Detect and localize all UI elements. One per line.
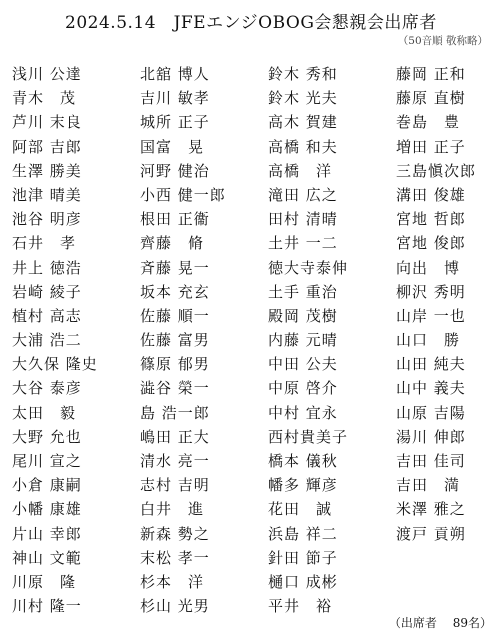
attendee-name: 城所 正子 (140, 113, 210, 132)
attendee-name: 石井 孝 (12, 234, 77, 253)
attendee-list (12, 62, 496, 618)
attendee-name: 神山 文範 (12, 548, 82, 567)
attendee-name: 池津 晴美 (12, 185, 82, 204)
attendee-name: 平井 裕 (268, 597, 333, 616)
attendee-name: 大浦 浩二 (12, 331, 82, 350)
attendee-name: 滝田 広之 (268, 185, 338, 204)
attendee-name: 佐藤 順一 (140, 306, 210, 325)
attendee-name: 齊藤 脩 (140, 234, 205, 253)
attendee-name: 内藤 元晴 (268, 331, 338, 350)
attendee-name: 中原 啓介 (268, 379, 338, 398)
attendee-name: 小幡 康雄 (12, 500, 82, 519)
attendee-name: 大野 允也 (12, 427, 82, 446)
attendee-name: 田村 清晴 (268, 210, 338, 229)
attendee-name: 幡多 輝彦 (268, 476, 338, 495)
attendee-name: 根田 正衞 (140, 210, 210, 229)
attendee-name: 三島愼次郎 (396, 161, 477, 180)
attendee-name: 土井 一二 (268, 234, 338, 253)
attendee-name: 島 浩一郎 (140, 403, 210, 422)
attendee-name: 藤原 直樹 (396, 89, 466, 108)
attendee-name: 尾川 宣之 (12, 452, 82, 470)
attendee-name: 徳大寺泰伸 (268, 258, 349, 277)
attendee-name: 白井 進 (140, 500, 205, 519)
attendance-count: （出席者 89名） (388, 616, 492, 630)
attendee-name: 太田 毅 (12, 403, 77, 422)
attendee-name: 末松 孝一 (140, 548, 210, 567)
attendee-name: 嶋田 正大 (140, 427, 210, 446)
attendee-name: 高橋 洋 (268, 161, 333, 180)
attendee-name: 清水 亮一 (140, 452, 210, 470)
attendee-name: 西村貴美子 (268, 427, 349, 446)
attendee-name: 中村 宜永 (268, 403, 338, 422)
attendee-name: 志村 吉明 (140, 476, 210, 495)
attendee-name: 川村 隆一 (12, 597, 82, 616)
attendee-name: 井上 徳浩 (12, 258, 82, 277)
attendee-name: 湯川 伸郎 (396, 427, 466, 446)
attendee-name: 山田 純夫 (396, 355, 466, 374)
attendee-name: 藤岡 正和 (396, 65, 466, 83)
attendee-name: 国富 晃 (140, 137, 205, 156)
attendee-name: 川原 隆 (12, 572, 77, 591)
attendee-name: 浜島 祥二 (268, 524, 338, 543)
attendee-name: 吉田 佳司 (396, 452, 466, 470)
attendee-name: 山原 吉陽 (396, 403, 466, 422)
attendee-name: 澁谷 榮一 (140, 379, 210, 398)
attendee-name: 片山 幸郎 (12, 524, 82, 543)
attendee-name: 斉藤 晃一 (140, 258, 210, 277)
attendee-name: 柳沢 秀明 (396, 282, 466, 301)
attendee-name: 北舘 博人 (140, 65, 210, 83)
attendee-name: 池谷 明彦 (12, 210, 82, 229)
attendee-name: 増田 正子 (396, 137, 466, 156)
page-title: 2024.5.14 JFEエンジOBOG会懇親会出席者 (65, 13, 437, 33)
attendee-name: 杉山 光男 (140, 597, 210, 616)
attendee-name: 殿岡 茂樹 (268, 306, 338, 325)
attendee-name: 向出 博 (396, 258, 461, 277)
attendee-name: 針田 節子 (268, 548, 338, 567)
attendee-name: 宮地 俊郎 (396, 234, 466, 253)
attendee-name: 中田 公夫 (268, 355, 338, 374)
attendee-name: 篠原 郁男 (140, 355, 210, 374)
attendee-name: 土手 重治 (268, 282, 338, 301)
attendee-name: 佐藤 富男 (140, 331, 210, 350)
attendee-name: 吉田 満 (396, 476, 461, 495)
attendee-name: 浅川 公達 (12, 65, 82, 83)
attendee-name: 生澤 勝美 (12, 161, 82, 180)
attendee-name: 坂本 充玄 (140, 282, 210, 301)
attendee-name: 高橋 和夫 (268, 137, 338, 156)
attendee-name: 宮地 哲郎 (396, 210, 466, 229)
attendee-name: 植村 高志 (12, 306, 82, 325)
attendee-name: 花田 誠 (268, 500, 333, 519)
attendee-name: 米澤 雅之 (396, 500, 466, 519)
attendee-name: 山岸 一也 (396, 306, 466, 325)
attendee-name: 河野 健治 (140, 161, 210, 180)
attendee-name: 鈴木 光夫 (268, 89, 338, 108)
attendee-name: 樋口 成彬 (268, 572, 338, 591)
attendee-name: 大谷 泰彦 (12, 379, 82, 398)
attendee-name: 山口 勝 (396, 331, 461, 350)
attendee-name: 芦川 末良 (12, 113, 82, 132)
attendee-name: 大久保 隆史 (12, 355, 98, 374)
attendee-name: 溝田 俊雄 (396, 185, 466, 204)
attendee-name: 岩崎 綾子 (12, 282, 82, 301)
attendee-name: 阿部 吉郎 (12, 137, 82, 156)
attendee-name: 巻島 豊 (396, 113, 461, 132)
attendee-name: 小倉 康嗣 (12, 476, 82, 495)
attendee-name: 小西 健一郎 (140, 185, 226, 204)
attendee-name: 青木 茂 (12, 89, 77, 108)
attendee-name: 新森 勢之 (140, 524, 210, 543)
attendee-name: 鈴木 秀和 (268, 65, 338, 83)
attendee-name: 吉川 敏孝 (140, 89, 210, 108)
attendee-name: 橋本 儀秋 (268, 452, 338, 470)
attendee-name: 山中 義夫 (396, 379, 466, 398)
page-subtitle: （50音順 敬称略） (397, 35, 488, 47)
attendee-name: 杉本 洋 (140, 572, 205, 591)
attendee-name: 高木 賀建 (268, 113, 338, 132)
attendee-name: 渡戸 貢朔 (396, 524, 466, 543)
